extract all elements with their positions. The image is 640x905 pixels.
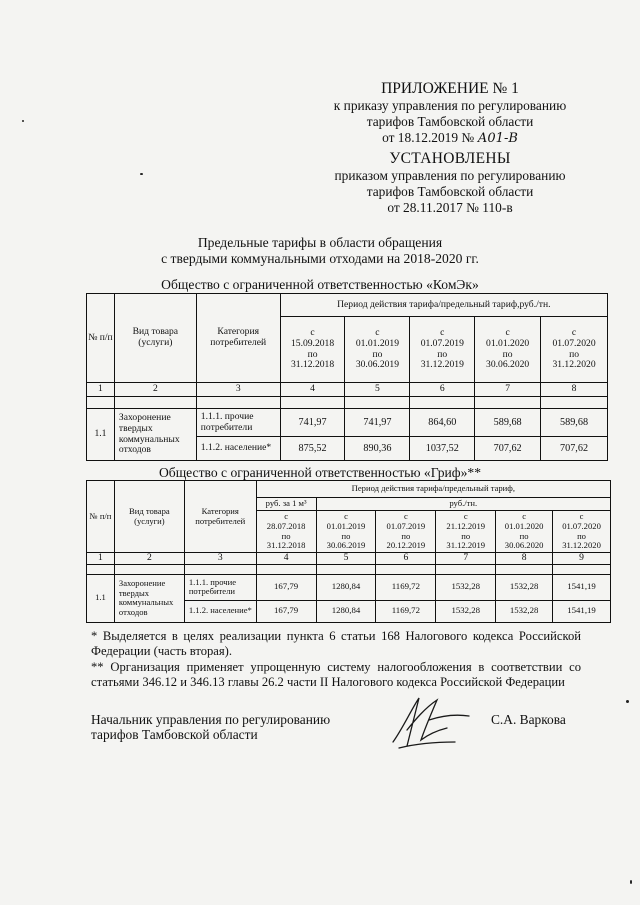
tariff-value: 167,79 [256,574,316,600]
period-cell: с 01.01.2019 по 30.06.2019 [345,317,410,383]
period-cell: с 28.07.2018 по 31.12.2018 [256,511,316,553]
appendix-header [300,80,600,146]
goods-name: Захоронение твердых коммунальных отходов [114,574,184,622]
signatory-position: Начальник управления по регулированию тарифов Тамбовской области [91,712,331,743]
period-cell: с 01.07.2019 по 20.12.2019 [376,511,436,553]
tariff-value: 864,60 [410,409,475,437]
column-index-row: 1 2 3 4 5 6 7 8 [87,383,608,397]
appendix-line-4: от 18.12.2019 № А01-В [382,129,518,146]
header-category: Категория потребителей [184,481,256,553]
tariff-value: 1532,28 [496,574,553,600]
handwritten-order-number: А01-В [477,130,518,146]
tariff-value: 741,97 [345,409,410,437]
tariff-value: 589,68 [541,409,608,437]
tariff-value: 1532,28 [436,574,496,600]
period-cell: с 01.01.2019 по 30.06.2019 [316,511,376,553]
scan-speck [630,880,632,884]
tariff-table-komek [86,293,608,461]
period-cell: с 01.01.2020 по 30.06.2020 [475,317,541,383]
document-title-line-1: Предельные тарифы в области обращения [197,235,443,250]
period-cell: с 01.07.2020 по 31.12.2020 [553,511,611,553]
footnotes [91,629,581,690]
org-title-grif: Общество с ограниченной ответственностью «Гриф»** [158,465,481,480]
header-period: Период действия тарифа/предельный тариф, [256,481,610,498]
established-header [300,150,600,216]
tariff-value: 589,68 [475,409,541,437]
table-row [87,409,608,437]
org-title-komek: Общество с ограниченной ответственностью «КомЭк» [161,277,479,292]
established-line-4: от 28.11.2017 № 110-в [387,199,513,215]
appendix-title: ПРИЛОЖЕНИЕ № 1 [381,80,519,97]
period-cell: с 21.12.2019 по 31.12.2019 [436,511,496,553]
header-number: № п/п [87,294,115,383]
period-cell: с 01.07.2019 по 31.12.2019 [410,317,475,383]
established-line-3: тарифов Тамбовской области [366,184,534,200]
row-number: 1.1 [87,574,115,622]
header-category: Категория потребителей [196,294,280,383]
scan-speck [140,173,143,175]
category-cell: 1.1.2. население* [196,437,280,461]
tariff-table-grif [86,480,611,623]
period-cell: с 01.07.2020 по 31.12.2020 [541,317,608,383]
document-title [0,235,640,267]
established-title: УСТАНОВЛЕНЫ [389,150,511,167]
tariff-value: 1280,84 [316,574,376,600]
row-number: 1.1 [87,409,115,461]
scan-speck [22,120,24,122]
category-cell: 1.1.2. население* [184,600,256,622]
header-number: № п/п [87,481,115,553]
period-cell: с 01.01.2020 по 30.06.2020 [496,511,553,553]
goods-name: Захоронение твердых коммунальных отходов [114,409,196,461]
tariff-value: 1532,28 [436,600,496,622]
scan-speck [626,700,629,703]
tariff-value: 1541,19 [553,574,611,600]
tariff-value: 875,52 [280,437,345,461]
tariff-value: 1541,19 [553,600,611,622]
tariff-value: 707,62 [541,437,608,461]
footnote-tax-system: ** Организация применяет упрощенную систему налогообложения в соответствии со статьями 346.12 и 346.13 главы 26.2 части II Налогового кодекса Российской Федерации [91,659,581,690]
tariff-value: 1169,72 [376,600,436,622]
category-cell: 1.1.1. прочие потребители [196,409,280,437]
header-goods: Вид товара (услуги) [114,481,184,553]
established-line-2: приказом управления по регулированию [334,168,566,184]
tariff-value: 707,62 [475,437,541,461]
appendix-line-3: тарифов Тамбовской области [366,114,534,130]
handwritten-signature [385,690,475,752]
period-cell: с 15.09.2018 по 31.12.2018 [280,317,345,383]
tariff-value: 1280,84 [316,600,376,622]
unit-cubic-meter: руб. за 1 м³ [256,498,316,511]
tariff-value: 890,36 [345,437,410,461]
document-title-line-2: с твердыми коммунальными отходами на 2018-2020 гг. [161,251,479,267]
tariff-value: 1169,72 [376,574,436,600]
column-index-row: 1 2 3 4 5 6 7 8 9 [87,553,611,565]
footnote-vat: * Выделяется в целях реализации пункта 6 статьи 168 Налогового кодекса Российской Федерации (часть вторая). [91,629,581,659]
appendix-line-2: к приказу управления по регулированию [333,98,567,114]
signatory-name: С.А. Варкова [491,712,566,727]
tariff-value: 1532,28 [496,600,553,622]
tariff-value: 167,79 [256,600,316,622]
table-row [87,574,611,600]
category-cell: 1.1.1. прочие потребители [184,574,256,600]
header-goods: Вид товара (услуги) [114,294,196,383]
tariff-value: 1037,52 [410,437,475,461]
unit-ton: руб./тн. [316,498,610,511]
header-period: Период действия тарифа/предельный тариф,руб./тн. [280,294,607,317]
tariff-value: 741,97 [280,409,345,437]
